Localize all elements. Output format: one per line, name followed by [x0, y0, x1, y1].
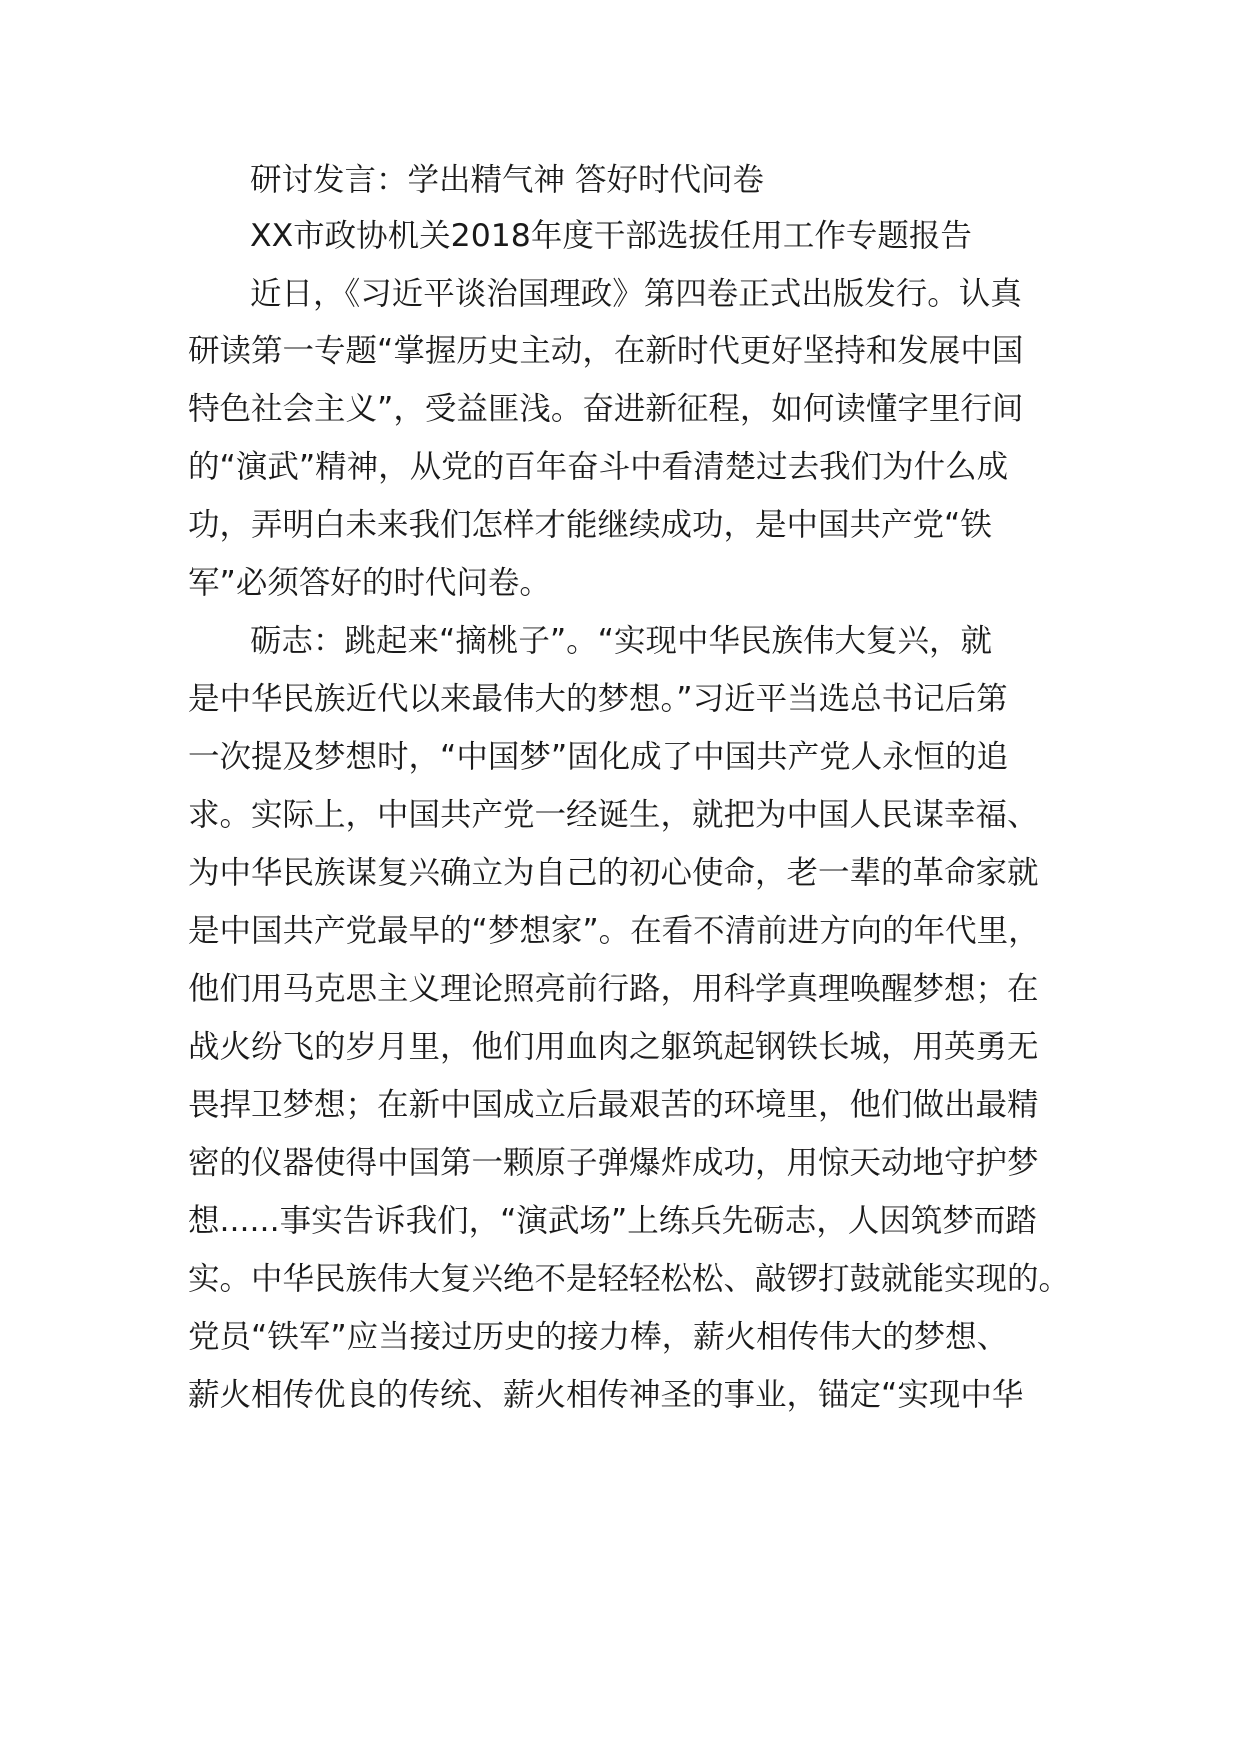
- document-title: 研讨发言：学出精气神 答好时代问卷: [250, 162, 765, 198]
- paragraph-line: 近日，《习近平谈治国理政》第四卷正式出版发行。认真: [250, 276, 1022, 312]
- paragraph-line: 特色社会主义”，受益匪浅。奋进新征程，如何读懂字里行间: [188, 391, 1024, 427]
- paragraph-line: 密的仪器使得中国第一颗原子弹爆炸成功，用惊天动地守护梦: [188, 1145, 1039, 1181]
- paragraph-line: 求。实际上，中国共产党一经诞生，就把为中国人民谋幸福、: [188, 797, 1039, 833]
- paragraph-line: 实。中华民族伟大复兴绝不是轻轻松松、敲锣打鼓就能实现的。: [188, 1261, 1071, 1297]
- paragraph-line: 战火纷飞的岁月里，他们用血肉之躯筑起钢铁长城，用英勇无: [188, 1029, 1039, 1065]
- paragraph-line: 功，弄明白未来我们怎样才能继续成功，是中国共产党“铁: [188, 507, 992, 543]
- paragraph-line: 党员“铁军”应当接过历史的接力棒，薪火相传伟大的梦想、: [188, 1319, 1009, 1355]
- paragraph-line: 砺志：跳起来“摘桃子”。“实现中华民族伟大复兴，就: [250, 623, 992, 659]
- paragraph-line: 军”必须答好的时代问卷。: [188, 565, 551, 601]
- paragraph-line: 一次提及梦想时，“中国梦”固化成了中国共产党人永恒的追: [188, 739, 1009, 775]
- paragraph-line: 研读第一专题“掌握历史主动，在新时代更好坚持和发展中国: [188, 333, 1024, 369]
- paragraph-line: 他们用马克思主义理论照亮前行路，用科学真理唤醒梦想；在: [188, 971, 1039, 1007]
- paragraph-line: 想......事实告诉我们，“演武场”上练兵先砺志，人因筑梦而踏: [188, 1203, 1037, 1239]
- paragraph-line: 是中华民族近代以来最伟大的梦想。”习近平当选总书记后第: [188, 681, 1008, 717]
- paragraph-line: 畏捍卫梦想；在新中国成立后最艰苦的环境里，他们做出最精: [188, 1087, 1039, 1123]
- document-subtitle: XX市政协机关2018年度干部选拔任用工作专题报告: [250, 218, 972, 254]
- paragraph-line: 是中国共产党最早的“梦想家”。在看不清前进方向的年代里，: [188, 913, 1040, 949]
- paragraph-line: 的“演武”精神，从党的百年奋斗中看清楚过去我们为什么成: [188, 449, 1009, 485]
- paragraph-line: 薪火相传优良的传统、薪火相传神圣的事业，锚定“实现中华: [188, 1377, 1024, 1413]
- paragraph-line: 为中华民族谋复兴确立为自己的初心使命，老一辈的革命家就: [188, 855, 1039, 891]
